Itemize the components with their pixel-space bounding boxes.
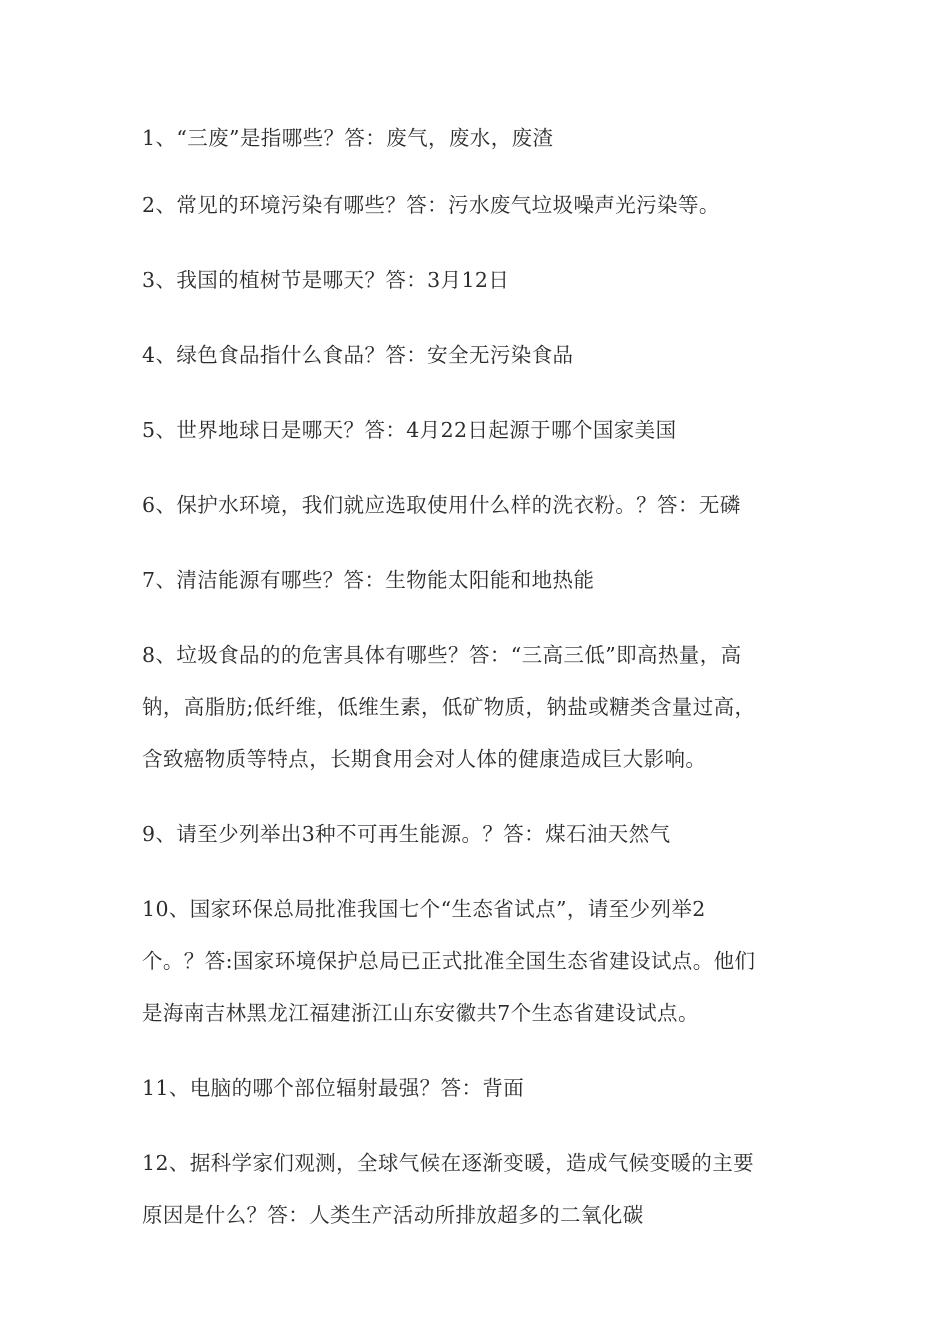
qa-line: 是海南吉林黑龙江福建浙江山东安徽共7个生态省建设试点。 (142, 1001, 699, 1025)
qa-list (142, 112, 822, 1264)
qa-line: 4、绿色食品指什么食品？答：安全无污染食品 (142, 343, 574, 367)
qa-item-8 (142, 629, 822, 785)
qa-item-4 (142, 329, 822, 381)
qa-line: 9、请至少列举出3种不可再生能源。？答：煤石油天然气 (142, 822, 671, 846)
qa-item-2 (142, 179, 822, 231)
qa-line: 钠，高脂肪;低纤维，低维生素，低矿物质，钠盐或糖类含量过高， (142, 695, 756, 719)
qa-line: 含致癌物质等特点，长期食用会对人体的健康造成巨大影响。 (142, 747, 707, 771)
qa-line: 10、国家环保总局批准我国七个“生态省试点”，请至少列举2 (142, 897, 706, 921)
qa-item-7 (142, 554, 822, 606)
qa-line: 1、“三废”是指哪些？答：废气，废水，废渣 (142, 126, 554, 150)
qa-item-1 (142, 112, 822, 164)
qa-line: 3、我国的植树节是哪天？答：3月12日 (142, 268, 510, 292)
qa-item-11 (142, 1062, 822, 1114)
qa-line: 8、垃圾食品的的危害具体有哪些？答：“三高三低”即高热量，高 (142, 643, 742, 667)
qa-line: 6、保护水环境，我们就应选取使用什么样的洗衣粉。？答：无磷 (142, 493, 741, 517)
qa-item-12 (142, 1137, 822, 1241)
qa-line: 原因是什么？答：人类生产活动所排放超多的二氧化碳 (142, 1203, 644, 1227)
qa-line: 12、据科学家们观测，全球气候在逐渐变暖，造成气候变暖的主要 (142, 1151, 755, 1175)
qa-item-3 (142, 254, 822, 306)
qa-line: 个。？答:国家环境保护总局已正式批准全国生态省建设试点。他们 (142, 949, 756, 973)
qa-line: 11、电脑的哪个部位辐射最强？答：背面 (142, 1076, 525, 1100)
qa-item-5 (142, 404, 822, 456)
qa-line: 5、世界地球日是哪天？答：4月22日起源于哪个国家美国 (142, 418, 677, 442)
qa-line: 2、常见的环境污染有哪些？答：污水废气垃圾噪声光污染等。 (142, 193, 720, 217)
qa-line: 7、清洁能源有哪些？答：生物能太阳能和地热能 (142, 568, 595, 592)
qa-item-6 (142, 479, 822, 531)
qa-item-9 (142, 808, 822, 860)
qa-item-10 (142, 883, 822, 1039)
